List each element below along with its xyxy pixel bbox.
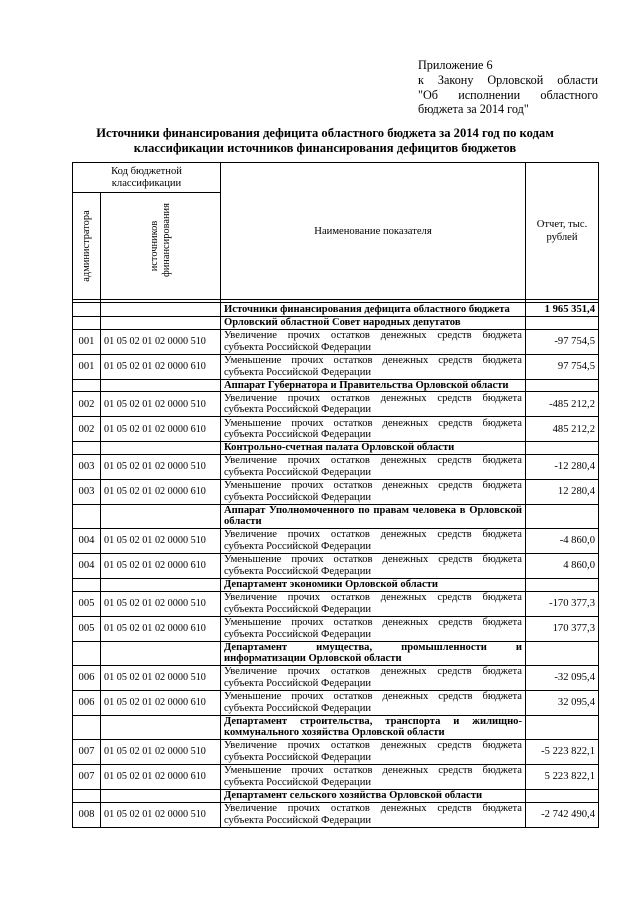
org-admin-cell [73, 789, 101, 802]
indicator-name: Уменьшение прочих остатков денежных средств бюджета субъекта Российской Федерации [221, 417, 526, 442]
table-row [73, 591, 599, 616]
report-value: 485 212,2 [526, 417, 599, 442]
org-name: Департамент строительства, транспорта и жилищно-коммунального хозяйства Орловской области [221, 715, 526, 739]
table-row [73, 354, 599, 379]
org-code-cell [101, 442, 221, 455]
admin-code: 002 [73, 417, 101, 442]
report-value: -97 754,5 [526, 329, 599, 354]
org-code-cell [101, 578, 221, 591]
admin-code: 001 [73, 329, 101, 354]
indicator-name: Увеличение прочих остатков денежных средств бюджета субъекта Российской Федерации [221, 802, 526, 827]
indicator-name: Уменьшение прочих остатков денежных средств бюджета субъекта Российской Федерации [221, 553, 526, 578]
table-row [73, 454, 599, 479]
org-value-cell [526, 715, 599, 739]
report-value: 5 223 822,1 [526, 764, 599, 789]
table-row [73, 553, 599, 578]
admin-code: 005 [73, 591, 101, 616]
appendix-line: "Об исполнении областного [418, 87, 598, 102]
indicator-name: Увеличение прочих остатков денежных средств бюджета субъекта Российской Федерации [221, 739, 526, 764]
indicator-name: Увеличение прочих остатков денежных средств бюджета субъекта Российской Федерации [221, 329, 526, 354]
org-admin-cell [73, 641, 101, 665]
admin-code: 004 [73, 528, 101, 553]
org-admin-cell [73, 442, 101, 455]
org-row [73, 379, 599, 392]
source-code: 01 05 02 01 02 0000 610 [101, 764, 221, 789]
total-value: 1 965 351,4 [526, 303, 599, 317]
source-code: 01 05 02 01 02 0000 610 [101, 479, 221, 504]
indicator-name: Увеличение прочих остатков денежных средств бюджета субъекта Российской Федерации [221, 454, 526, 479]
org-name: Контрольно-счетная палата Орловской области [221, 442, 526, 455]
org-name: Аппарат Уполномоченного по правам человека в Орловской области [221, 504, 526, 528]
indicator-name: Увеличение прочих остатков денежных средств бюджета субъекта Российской Федерации [221, 665, 526, 690]
admin-code: 007 [73, 764, 101, 789]
org-row [73, 641, 599, 665]
org-row [73, 578, 599, 591]
org-admin-cell [73, 317, 101, 330]
report-value: -32 095,4 [526, 665, 599, 690]
report-value: -485 212,2 [526, 392, 599, 417]
source-code: 01 05 02 01 02 0000 510 [101, 591, 221, 616]
org-code-cell [101, 317, 221, 330]
table-row [73, 739, 599, 764]
org-value-cell [526, 442, 599, 455]
appendix-line: к Закону Орловской области [418, 72, 598, 87]
header-row [73, 163, 599, 193]
appendix-header [418, 58, 598, 117]
source-code: 01 05 02 01 02 0000 510 [101, 392, 221, 417]
source-code: 01 05 02 01 02 0000 510 [101, 528, 221, 553]
table-row [73, 802, 599, 827]
appendix-line: бюджета за 2014 год" [418, 102, 529, 117]
appendix-line: Приложение 6 [418, 58, 493, 72]
document-title [80, 126, 570, 156]
report-value: 4 860,0 [526, 553, 599, 578]
source-code: 01 05 02 01 02 0000 610 [101, 354, 221, 379]
source-code: 01 05 02 01 02 0000 510 [101, 802, 221, 827]
admin-code: 005 [73, 616, 101, 641]
source-code: 01 05 02 01 02 0000 610 [101, 417, 221, 442]
header-name: Наименование показателя [221, 163, 526, 300]
source-code: 01 05 02 01 02 0000 510 [101, 665, 221, 690]
total-name: Источники финансирования дефицита областного бюджета [221, 303, 526, 317]
org-name: Департамент сельского хозяйства Орловской области [221, 789, 526, 802]
header-admin: администратора [80, 210, 92, 282]
org-value-cell [526, 789, 599, 802]
table-row [73, 665, 599, 690]
total-row [73, 303, 599, 317]
sources-table [72, 162, 599, 828]
org-value-cell [526, 504, 599, 528]
admin-code: 003 [73, 454, 101, 479]
indicator-name: Уменьшение прочих остатков денежных средств бюджета субъекта Российской Федерации [221, 616, 526, 641]
source-code: 01 05 02 01 02 0000 610 [101, 553, 221, 578]
source-code: 01 05 02 01 02 0000 510 [101, 739, 221, 764]
org-value-cell [526, 578, 599, 591]
indicator-name: Уменьшение прочих остатков денежных средств бюджета субъекта Российской Федерации [221, 764, 526, 789]
source-code: 01 05 02 01 02 0000 510 [101, 454, 221, 479]
admin-code: 003 [73, 479, 101, 504]
indicator-name: Увеличение прочих остатков денежных средств бюджета субъекта Российской Федерации [221, 528, 526, 553]
report-value: -12 280,4 [526, 454, 599, 479]
org-value-cell [526, 317, 599, 330]
report-value: 97 754,5 [526, 354, 599, 379]
org-code-cell [101, 504, 221, 528]
table-row [73, 479, 599, 504]
org-code-cell [101, 715, 221, 739]
indicator-name: Увеличение прочих остатков денежных средств бюджета субъекта Российской Федерации [221, 392, 526, 417]
header-report: Отчет, тыс. рублей [526, 163, 599, 300]
indicator-name: Увеличение прочих остатков денежных средств бюджета субъекта Российской Федерации [221, 591, 526, 616]
report-value: -5 223 822,1 [526, 739, 599, 764]
org-row [73, 504, 599, 528]
source-code: 01 05 02 01 02 0000 610 [101, 616, 221, 641]
org-row [73, 317, 599, 330]
org-name: Аппарат Губернатора и Правительства Орловской области [221, 379, 526, 392]
org-admin-cell [73, 578, 101, 591]
indicator-name: Уменьшение прочих остатков денежных средств бюджета субъекта Российской Федерации [221, 479, 526, 504]
table-row [73, 616, 599, 641]
table-row [73, 690, 599, 715]
org-row [73, 442, 599, 455]
header-source-cell [101, 193, 221, 300]
table-row [73, 392, 599, 417]
table-row [73, 329, 599, 354]
indicator-name: Уменьшение прочих остатков денежных средств бюджета субъекта Российской Федерации [221, 354, 526, 379]
org-name: Департамент экономики Орловской области [221, 578, 526, 591]
header-source: источников финансирования [148, 203, 172, 277]
header-admin-cell [73, 193, 101, 300]
report-value: -170 377,3 [526, 591, 599, 616]
admin-code: 007 [73, 739, 101, 764]
report-value: -2 742 490,4 [526, 802, 599, 827]
table-row [73, 764, 599, 789]
org-value-cell [526, 379, 599, 392]
table-row [73, 528, 599, 553]
org-code-cell [101, 641, 221, 665]
admin-code: 001 [73, 354, 101, 379]
org-admin-cell [73, 715, 101, 739]
report-value: 12 280,4 [526, 479, 599, 504]
org-admin-cell [73, 379, 101, 392]
report-value: 170 377,3 [526, 616, 599, 641]
admin-code: 004 [73, 553, 101, 578]
total-admin [73, 303, 101, 317]
org-name: Департамент имущества, промышленности и информатизации Орловской области [221, 641, 526, 665]
org-row [73, 789, 599, 802]
admin-code: 006 [73, 690, 101, 715]
report-value: -4 860,0 [526, 528, 599, 553]
table-row [73, 417, 599, 442]
org-row [73, 715, 599, 739]
total-code [101, 303, 221, 317]
source-code: 01 05 02 01 02 0000 510 [101, 329, 221, 354]
admin-code: 006 [73, 665, 101, 690]
org-value-cell [526, 641, 599, 665]
indicator-name: Уменьшение прочих остатков денежных средств бюджета субъекта Российской Федерации [221, 690, 526, 715]
title-line: Источники финансирования дефицита областного бюджета за 2014 год по кодам [96, 126, 554, 140]
admin-code: 002 [73, 392, 101, 417]
org-admin-cell [73, 504, 101, 528]
org-code-cell [101, 789, 221, 802]
org-name: Орловский областной Совет народных депутатов [221, 317, 526, 330]
source-code: 01 05 02 01 02 0000 610 [101, 690, 221, 715]
org-code-cell [101, 379, 221, 392]
report-value: 32 095,4 [526, 690, 599, 715]
admin-code: 008 [73, 802, 101, 827]
header-code-group: Код бюджетной классификации [73, 163, 221, 193]
title-line: классификации источников финансирования дефицитов бюджетов [133, 141, 517, 155]
